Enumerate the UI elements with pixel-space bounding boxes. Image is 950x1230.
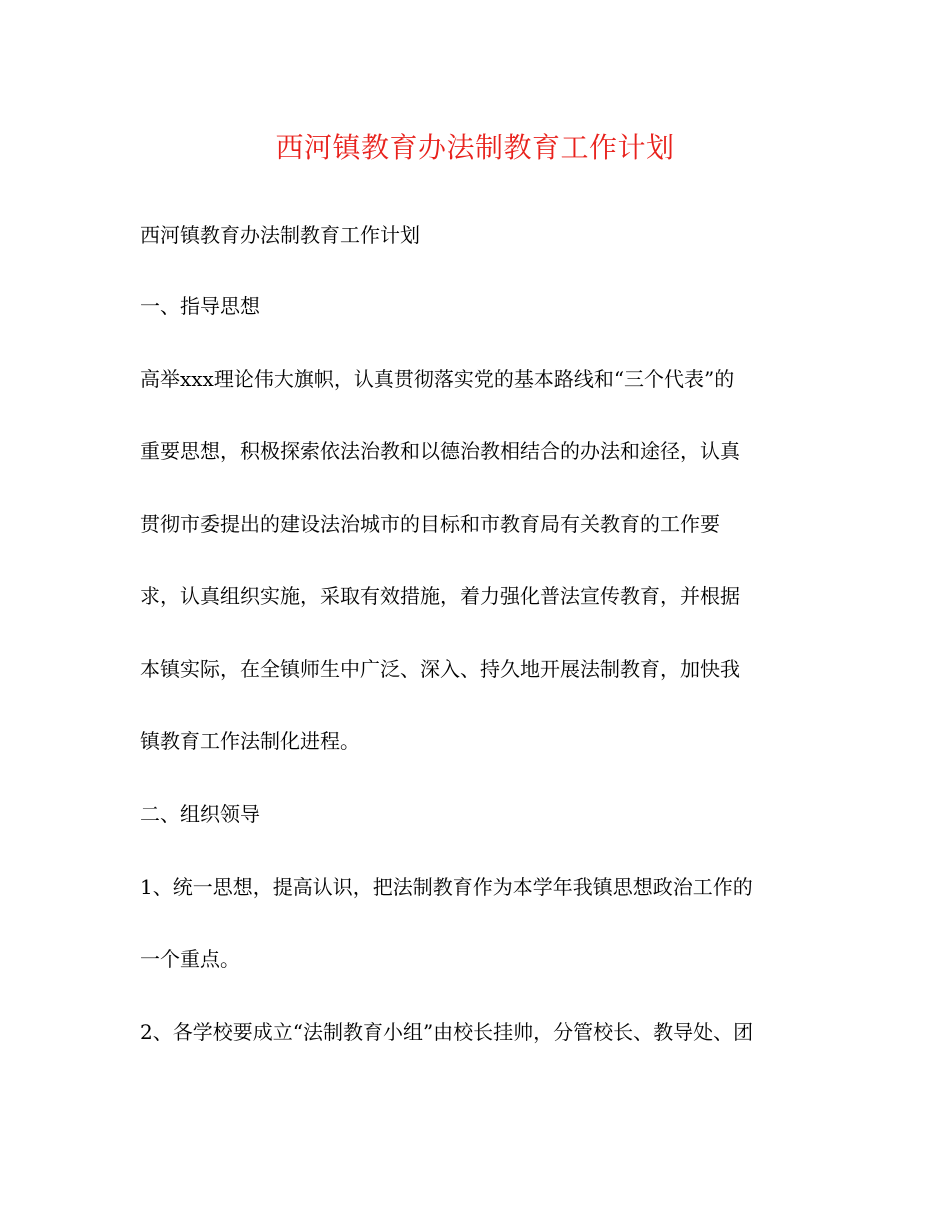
paragraph-line: 重要思想，积极探索依法治教和以德治教相结合的办法和途径，认真 xyxy=(140,439,740,463)
section-heading-organization: 二、组织领导 xyxy=(140,802,260,826)
subtitle-line: 西河镇教育办法制教育工作计划 xyxy=(140,223,420,247)
paragraph-line: 贯彻市委提出的建设法治城市的目标和市教育局有关教育的工作要 xyxy=(140,512,720,536)
paragraph-line: 求，认真组织实施，采取有效措施，着力强化普法宣传教育，并根据 xyxy=(140,584,740,608)
paragraph-line: 1、统一思想，提高认识，把法制教育作为本学年我镇思想政治工作的 xyxy=(140,875,753,899)
section-heading-guiding-ideology: 一、指导思想 xyxy=(140,294,260,318)
paragraph-line: 一个重点。 xyxy=(140,947,240,971)
paragraph-line: 镇教育工作法制化进程。 xyxy=(140,729,360,753)
paragraph-line: 本镇实际，在全镇师生中广泛、深入、持久地开展法制教育，加快我 xyxy=(140,657,740,681)
paragraph-line: 2、各学校要成立“法制教育小组”由校长挂帅，分管校长、教导处、团 xyxy=(140,1020,754,1044)
document-title: 西河镇教育办法制教育工作计划 xyxy=(275,131,675,164)
paragraph-line: 高举xxx理论伟大旗帜，认真贯彻落实党的基本路线和“三个代表”的 xyxy=(140,367,735,391)
